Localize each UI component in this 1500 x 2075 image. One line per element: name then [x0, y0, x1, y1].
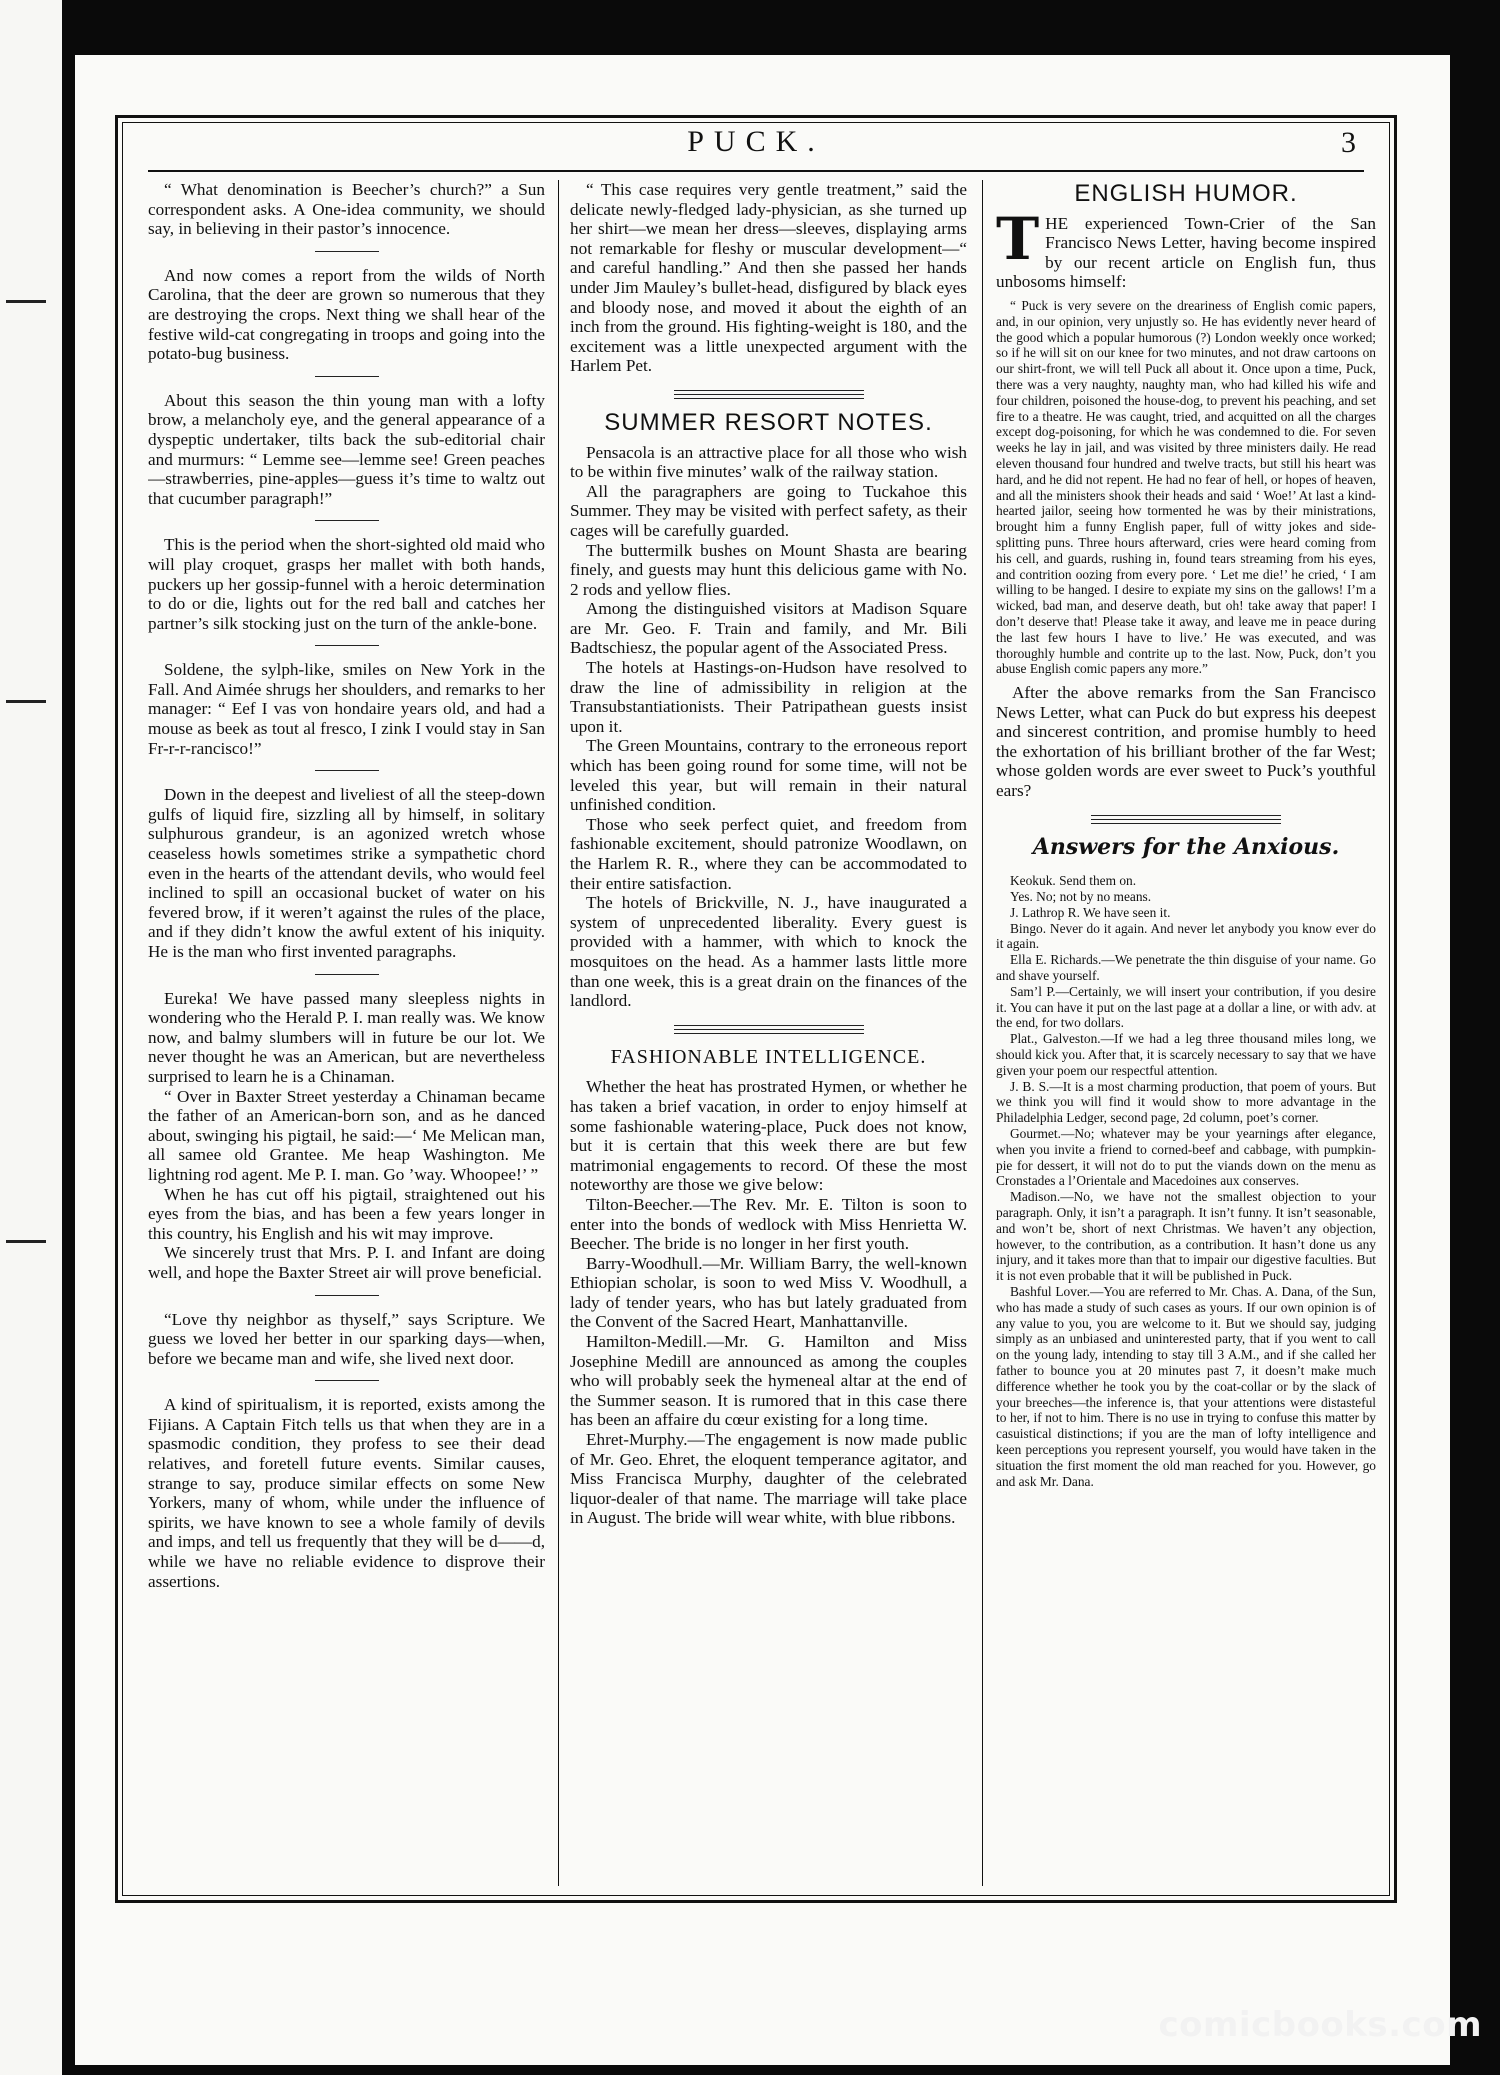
- section-title-summer-resort: SUMMER RESORT NOTES.: [604, 408, 933, 436]
- paragraph: Pensacola is an attractive place for all those who wish to be within five minutes’ walk of the railway station.: [570, 442, 967, 482]
- paragraph: We sincerely trust that Mrs. P. I. and Infant are doing well, and hope the Baxter Street air will prove beneficial.: [148, 1243, 545, 1282]
- column-rule: [558, 180, 559, 1886]
- answer-item: Plat., Galveston.—If we had a leg three thousand miles long, we should kick you. After that, it is scarcely necessary to say that we have given your poem our respectful attention.: [996, 1031, 1376, 1078]
- column-middle: [570, 180, 967, 1886]
- paragraph: Whether the heat has prostrated Hymen, or whether he has taken a brief vacation, in order to enjoy himself at some fashionable watering-place, Puck does not know, but it is certain that this week there are but few matrimonial engagements to record. Of these the most noteworthy are those we give below:: [570, 1077, 967, 1195]
- paragraph: A kind of spiritualism, it is reported, exists among the Fijians. A Captain Fitch tells us that when they are in a spasmodic condition, they profess to see their dead relatives, and foretell future events. Similar causes, strange to say, produce similar effects on some New Yorkers, many of whom, while under the influence of spirits, we have known to see a whole family of devils and imps, and tell us frequently that they will be d——d, while we have no reliable evidence to disprove their assertions.: [148, 1395, 545, 1591]
- separator-rule: [315, 376, 379, 377]
- paragraph: The Green Mountains, contrary to the erroneous report which has been going round for some time, will not be leveled this year, but will remain in their natural unfinished condition.: [570, 736, 967, 815]
- page-border: [115, 115, 1397, 1903]
- paragraph: Soldene, the sylph-like, smiles on New York in the Fall. And Aimée shrugs her shoulders, and remarks to her manager: “ Eef I vas von hondaire years old, and had a mouse as beek as tout al fresco, I zink I vould stay in San Fr-r-r-rancisco!”: [148, 660, 545, 758]
- answer-item: Bingo. Never do it again. And never let anybody you know ever do it again.: [996, 920, 1376, 952]
- paragraph: “ Puck is very severe on the dreariness of English comic papers, and, in our opinion, very unjustly so. He has evidently never heard of the good which a popular humorous (?) London weekly once worked; so if he will sit on our knee for two minutes, and not draw cartoons on our shirt-front, we will tell Puck all about it. Once upon a time, Puck, there was a very naughty, naughty man, who had killed his wife and four children, poisoned the house-dog, to prevent his peaching, and set fire to a theatre. He was caught, tried, and acquitted on all the charges except dog-poisoning, for which he was condemned to die. For seven weeks he lay in jail, and was visited by three ministers daily. He read eleven thousand four hundred and twelve tracts, but still his heart was hard, and he did not repent. He had no fear of hell, or hopes of heaven, and all the ministers shook their heads and said ‘ Woe!’ At last a kind-hearted jailor, seeing how tormented he was by their ministrations, brought him a funny English paper, full of witty jokes and side-splitting puns. Three hours afterward, cries were heard coming from his cell, and guards, rushing in, found tears streaming from his eyes, and contrition oozing from every pore. ‘ Let me die!’ he cried, ‘ I am willing to be hanged. I desire to expiate my sins on the gallows! I’m a wicked, bad man, and deserve death, but oh! take away that paper! I don’t deserve that! Please take it away, and leave me in peace during the last few hours I have to live.’ He was executed, and was thoroughly humble and contrite up to the last. Now, Puck, don’t you abuse English comic papers any more.”: [996, 297, 1376, 677]
- separator-rule: [315, 251, 379, 252]
- section-title-fashionable-intelligence: FASHIONABLE INTELLIGENCE.: [610, 1045, 927, 1068]
- paragraph: This is the period when the short-sighted old maid who will play croquet, grasps her mallet with both hands, puckers up her gossip-funnel with a heroic determination to do or die, lights out for the red ball and catches her partner’s silk stocking just on the turn of the ankle-bone.: [148, 535, 545, 633]
- answers-list: [996, 873, 1376, 1489]
- paragraph: Tilton-Beecher.—The Rev. Mr. E. Tilton is soon to enter into the bonds of wedlock with Miss Henrietta W. Beecher. The bride is no longer in her first youth.: [570, 1194, 967, 1254]
- answer-item: Keokuk. Send them on.: [1010, 873, 1137, 889]
- section-title-english-humor: ENGLISH HUMOR.: [1074, 180, 1298, 207]
- paragraph: Those who seek perfect quiet, and freedom from fashionable excitement, should patronize Woodlawn, on the Harlem R. R., where they can be accommodated to their entire satisfaction.: [570, 814, 967, 893]
- section-divider: [674, 1025, 864, 1034]
- paragraph: About this season the thin young man with a lofty brow, a melancholy eye, and the general appearance of a dyspeptic undertaker, tilts back the sub-editorial chair and murmurs: “ Lemme see—lemme see! Green peaches—strawberries, pine-apples—guess it’s time to waltz out that cucumber paragraph!”: [148, 390, 545, 508]
- paragraph: All the paragraphers are going to Tuckahoe this Summer. They may be visited with perfect safety, as their cages will be carefully guarded.: [570, 481, 967, 540]
- previous-page-edge: [0, 0, 62, 2075]
- paragraph: Eureka! We have passed many sleepless nights in wondering who the Herald P. I. man really was. We know now, and balmy slumbers will in future be our lot. We never thought he was an American, but are nevertheless surprised to learn he is a Chinaman.: [148, 988, 545, 1086]
- paragraph: Ehret-Murphy.—The engagement is now made public of Mr. Geo. Ehret, the eloquent temperance agitator, and Miss Francisca Murphy, daughter of the celebrated liquor-dealer of that name. The marriage will take place in August. The bride will wear white, with blue ribbons.: [570, 1430, 967, 1528]
- answer-item: Sam’l P.—Certainly, we will insert your contribution, if you desire it. You can have it put on the last page at a dollar a line, or with adv. at the end, for two dollars.: [996, 983, 1376, 1031]
- answer-item: Gourmet.—No; whatever may be your yearnings after elegance, when you invite a friend to corned-beef and cabbage, with pumpkin-pie for dessert, it will not do to put the viands down on the menu as Cronstades a l’Orientale and Macedoines aux conserves.: [996, 1126, 1376, 1189]
- paragraph-text: HE experienced Town-Crier of the San Francisco News Letter, having become inspired by our recent article on English fun, thus unbosoms himself:: [996, 213, 1376, 292]
- paragraph: “ What denomination is Beecher’s church?” a Sun correspondent asks. A One-idea community, we should say, in believing in their pastor’s innocence.: [148, 180, 545, 239]
- column-rule: [982, 180, 983, 1886]
- separator-rule: [315, 645, 379, 646]
- answer-item: J. Lathrop R. We have seen it.: [1010, 904, 1171, 920]
- paragraph: “ Over in Baxter Street yesterday a Chinaman became the father of an American-born son, and as he danced about, swinging his pigtail, he said:—‘ Me Melican man, all samee old Grantee. Me heap Washington. Me lightning rod agent. Me P. I. man. Go ’way. Whoopee!’ ”: [148, 1086, 545, 1184]
- separator-rule: [315, 770, 379, 771]
- magazine-page: [75, 55, 1450, 2065]
- separator-rule: [315, 1295, 379, 1296]
- quoted-letter: [996, 298, 1376, 677]
- answer-item: Madison.—No, we have not the smallest objection to your paragraph. Only, it isn’t a paragraph. It isn’t funny. It isn’t seasonable, and won’t be, short of next Christmas. We haven’t any objection, however, to the contribution, as a contribution. It hasn’t done us any injury, and it takes more than that to impair our digestive faculties. But it is not even probable that it will be published in Puck.: [996, 1189, 1376, 1284]
- paragraph: Down in the deepest and liveliest of all the steep-down gulfs of liquid fire, sizzling all by himself, in solitary sulphurous grandeur, is an agonized wretch whose ceaseless howls sometimes strike a sympathetic chord even in the hearts of the attendant devils, who would feel inclined to spill an occasional bucket of water on his fevered brow, if it weren’t against the rules of the place, and if they didn’t know the awful extent of his iniquity. He is the man who first invented paragraphs.: [148, 785, 545, 961]
- paragraph: When he has cut off his pigtail, straightened out his eyes from the bias, and has been a few years longer in this country, his English and his wit may improve.: [148, 1184, 545, 1243]
- paragraph: The buttermilk bushes on Mount Shasta are bearing finely, and guests may hunt this delicious game with No. 2 rods and yellow flies.: [570, 540, 967, 599]
- section-divider: [1091, 815, 1281, 824]
- paragraph: The hotels at Hastings-on-Hudson have resolved to draw the line of admissibility in religion at the Transubstantiationists. Their Patripathean guests insist upon it.: [570, 658, 967, 736]
- answer-item: Yes. No; not by no means.: [1010, 889, 1152, 905]
- paragraph: After the above remarks from the San Francisco News Letter, what can Puck do but express his deepest and sincerest contrition, and promise humbly to heed the exhortation of his brilliant brother of the far West; whose golden words are ever sweet to Puck’s youthful ears?: [996, 683, 1376, 801]
- paragraph: “ This case requires very gentle treatment,” said the delicate newly-fledged lady-physician, as she turned up her shirt—we mean her dress—sleeves, displaying arms not remarkable for fleshy or muscular development—“ and careful handling.” And then she passed her hands under Jim Mauley’s bullet-head, disfigured by black eyes and bloody nose, and moved it about the eighth of an inch from the ground. His fighting-weight is 180, and the excitement was a little unexpected argument with the Harlem Pet.: [570, 180, 967, 376]
- answer-item: Ella E. Richards.—We penetrate the thin disguise of your name. Go and shave yourself.: [996, 952, 1376, 984]
- paragraph: The hotels of Brickville, N. J., have inaugurated a system of unprecedented liberality. Every guest is provided with a hammer, with which to knock the mosquitoes on the head. As a hammer lasts little more than one week, this is a great drain on the finances of the landlord.: [570, 893, 967, 1011]
- separator-rule: [315, 974, 379, 975]
- previous-page-text-fragment: [6, 700, 46, 703]
- paragraph: Among the distinguished visitors at Madison Square are Mr. Geo. F. Train and family, and Mr. Bili Badtschiesz, the popular agent of the Associated Press.: [570, 599, 967, 658]
- answer-item: J. B. S.—It is a most charming production, that poem of yours. But we think you will find it would show to more advantage in the Philadelphia Ledger, second page, 2d column, poet’s corner.: [996, 1078, 1376, 1126]
- section-title-answers: Answers for the Anxious.: [1032, 833, 1340, 860]
- paragraph: Barry-Woodhull.—Mr. William Barry, the well-known Ethiopian scholar, is soon to wed Miss V. Woodhull, a lady of tender years, who has but lately graduated from the Convent of the Sacred Heart, Manhattanville.: [570, 1253, 967, 1332]
- paragraph: Hamilton-Medill.—Mr. G. Hamilton and Miss Josephine Medill are announced as among the couples who will probably seek the hymeneal altar at the end of the Summer season. It is rumored that in this case there has been an affaire du cœur existing for a long time.: [570, 1332, 967, 1430]
- page-number: 3: [1341, 126, 1356, 159]
- paragraph: And now comes a report from the wilds of North Carolina, that the deer are grown so numerous that they are destroying the crops. Next thing we shall hear of the festive wild-cat congregating in troops and going into the potato-bug business.: [148, 265, 545, 364]
- paragraph: [996, 204, 1376, 292]
- previous-page-text-fragment: [6, 300, 46, 303]
- previous-page-text-fragment: [6, 1240, 46, 1243]
- section-divider: [674, 390, 864, 399]
- masthead: PUCK.: [687, 125, 825, 158]
- drop-cap: T: [996, 204, 1040, 273]
- column-left: [148, 180, 545, 1886]
- answer-item: Bashful Lover.—You are referred to Mr. Chas. A. Dana, of the Sun, who has made a study of such cases as yours. If our own opinion is of any value to you, you are welcome to it. But we should say, judging simply as an unbiased and uninterested party, that if you went to call on the young lady, intending to stay till 3 A.M., and if she called her father to bounce you at 20 minutes past 7, it doesn’t make much difference whether he took you by the coat-collar or by the slack of your breeches—the inference is, that your attentions were distasteful to her, if not to him. There is no use in trying to confuse this matter by casuistical distinctions; if you are the man of lofty intelligence and keen perceptions you represent yourself, you would have taken in the situation the first moment the old man reached for you. However, go and ask Mr. Dana.: [996, 1283, 1376, 1489]
- watermark-logo: comicbooks.com: [1158, 2005, 1482, 2045]
- separator-rule: [315, 520, 379, 521]
- column-right: [996, 180, 1376, 1886]
- separator-rule: [315, 1380, 379, 1381]
- header-rule: [148, 170, 1364, 172]
- paragraph: “Love thy neighbor as thyself,” says Scripture. We guess we loved her better in our sparking days—when, before we became man and wife, she lived next door.: [148, 1309, 545, 1368]
